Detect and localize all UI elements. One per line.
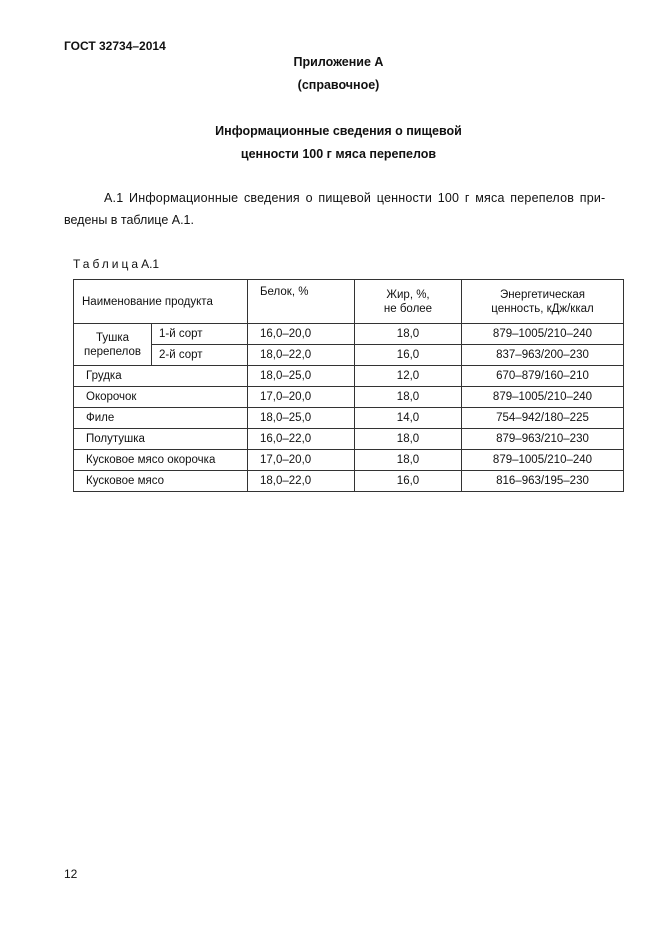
table-row xyxy=(74,408,624,429)
header-protein: Белок, % xyxy=(248,280,355,324)
product-name-cell: Окорочок xyxy=(74,387,248,408)
table-row xyxy=(74,471,624,492)
grade-cell: 2-й сорт xyxy=(152,345,248,366)
section-title-line-2: ценности 100 г мяса перепелов xyxy=(240,147,437,161)
protein-cell: 16,0–20,0 xyxy=(248,324,355,345)
product-name-cell: Полутушка xyxy=(74,429,248,450)
page-number: 12 xyxy=(64,867,78,881)
table-row xyxy=(74,450,624,471)
energy-cell: 879–1005/210–240 xyxy=(462,450,624,471)
table-row xyxy=(74,345,624,366)
header-product-name: Наименование продукта xyxy=(74,280,248,324)
header-fat xyxy=(355,280,462,324)
energy-cell: 670–879/160–210 xyxy=(462,366,624,387)
protein-cell: 18,0–22,0 xyxy=(248,471,355,492)
product-name-cell: Грудка xyxy=(74,366,248,387)
fat-cell: 18,0 xyxy=(355,324,462,345)
protein-cell: 16,0–22,0 xyxy=(248,429,355,450)
energy-cell: 879–963/210–230 xyxy=(462,429,624,450)
energy-cell: 879–1005/210–240 xyxy=(462,387,624,408)
group-name-cell xyxy=(74,324,152,366)
header-fat-line-2: не более xyxy=(383,302,433,315)
table-caption-number: А.1 xyxy=(141,257,160,271)
header-energy xyxy=(462,280,624,324)
protein-cell: 18,0–22,0 xyxy=(248,345,355,366)
energy-cell: 837–963/200–230 xyxy=(462,345,624,366)
header-energy-line-2: ценность, кДж/ккал xyxy=(491,302,594,315)
table-row xyxy=(74,324,624,345)
fat-cell: 16,0 xyxy=(355,471,462,492)
grade-cell: 1-й сорт xyxy=(152,324,248,345)
fat-cell: 12,0 xyxy=(355,366,462,387)
table-caption-word: Таблица xyxy=(73,257,142,271)
protein-cell: 18,0–25,0 xyxy=(248,366,355,387)
group-name-line-1: Тушка xyxy=(95,331,130,344)
group-name-line-2: перепелов xyxy=(83,345,141,358)
table-header-row xyxy=(74,280,624,324)
appendix-subtitle: (справочное) xyxy=(297,78,380,92)
product-name-cell: Кусковое мясо окорочка xyxy=(74,450,248,471)
nutrition-table xyxy=(73,279,624,492)
fat-cell: 18,0 xyxy=(355,450,462,471)
product-name-cell: Филе xyxy=(74,408,248,429)
table-row xyxy=(74,429,624,450)
fat-cell: 18,0 xyxy=(355,387,462,408)
fat-cell: 14,0 xyxy=(355,408,462,429)
energy-cell: 754–942/180–225 xyxy=(462,408,624,429)
paragraph-line-1: А.1 Информационные сведения о пищевой ценности 100 г мяса перепелов при- xyxy=(104,191,606,205)
fat-cell: 18,0 xyxy=(355,429,462,450)
header-fat-line-1: Жир, %, xyxy=(386,288,430,301)
table-caption xyxy=(73,257,159,271)
paragraph-line-2: ведены в таблице А.1. xyxy=(64,213,194,227)
product-name-cell: Кусковое мясо xyxy=(74,471,248,492)
document-code: ГОСТ 32734–2014 xyxy=(64,39,166,53)
header-energy-line-1: Энергетическая xyxy=(499,288,586,301)
table-row xyxy=(74,387,624,408)
protein-cell: 17,0–20,0 xyxy=(248,387,355,408)
protein-cell: 17,0–20,0 xyxy=(248,450,355,471)
table-row xyxy=(74,366,624,387)
section-title-line-1: Информационные сведения о пищевой xyxy=(215,124,462,138)
energy-cell: 816–963/195–230 xyxy=(462,471,624,492)
protein-cell: 18,0–25,0 xyxy=(248,408,355,429)
appendix-title: Приложение А xyxy=(293,55,384,69)
fat-cell: 16,0 xyxy=(355,345,462,366)
energy-cell: 879–1005/210–240 xyxy=(462,324,624,345)
